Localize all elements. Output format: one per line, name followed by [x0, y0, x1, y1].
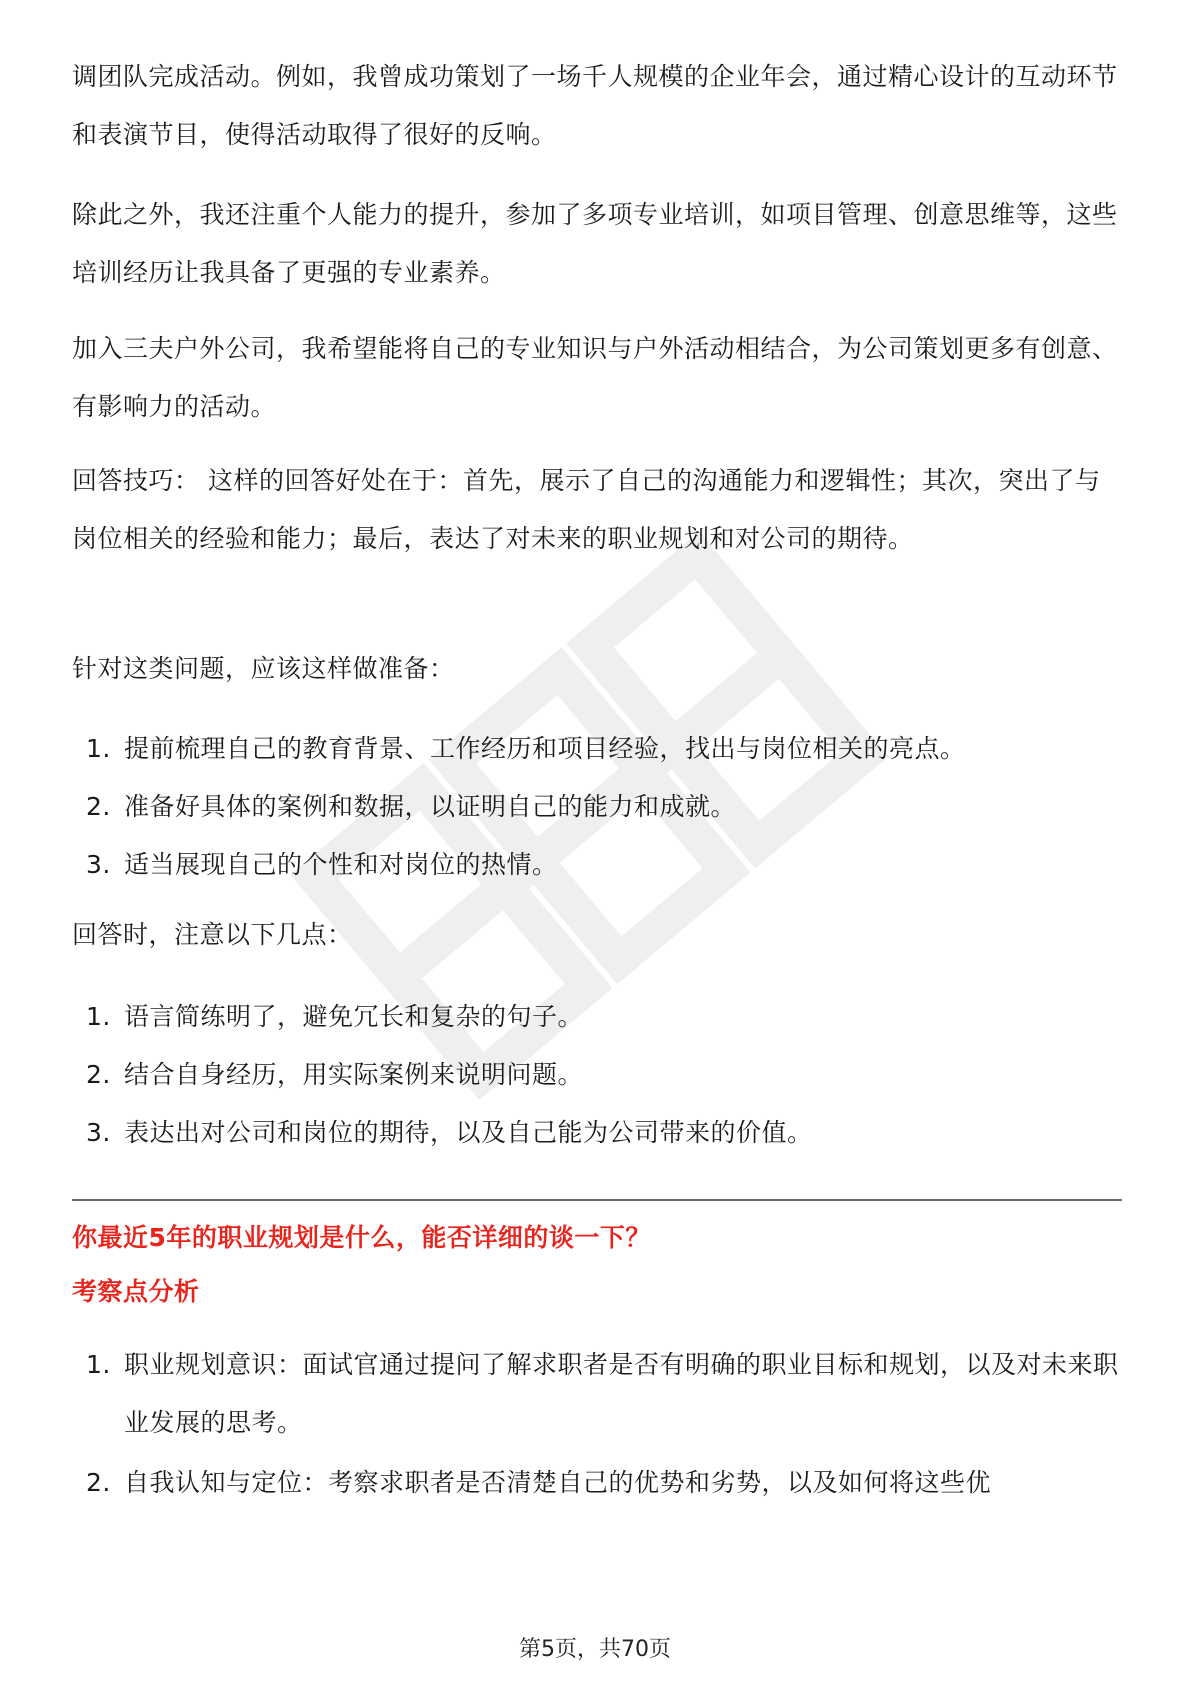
list-item: 1. 语言简练明了，避免冗长和复杂的句子。 [86, 1002, 584, 1031]
paragraph-1-block [72, 48, 1122, 164]
analysis-list [72, 1336, 1122, 1512]
paragraph-join-company: 加入三夫户外公司，我希望能将自己的专业知识与户外活动相结合，为公司策划更多有创意、有影响力的活动。 [72, 334, 1118, 421]
answer-intro: 回答时，注意以下几点： [72, 920, 353, 949]
section-divider [72, 1199, 1122, 1201]
prep-list [72, 720, 1122, 894]
list-item: 3. 适当展现自己的个性和对岗位的热情。 [86, 850, 558, 879]
question-heading: 你最近5年的职业规划是什么，能否详细的谈一下？ [72, 1223, 651, 1252]
list-item: 3. 表达出对公司和岗位的期待，以及自己能为公司带来的价值。 [86, 1118, 813, 1147]
list-item: 2. 准备好具体的案例和数据，以证明自己的能力和成就。 [86, 792, 737, 821]
paragraph-3-block [72, 320, 1122, 436]
question-heading-block [72, 1218, 1122, 1258]
prep-intro: 针对这类问题，应该这样做准备： [72, 654, 455, 683]
paragraph-training: 除此之外，我还注重个人能力的提升，参加了多项专业培训，如项目管理、创意思维等，这些培训经历让我具备了更强的专业素养。 [72, 200, 1118, 287]
answer-list [72, 988, 1122, 1162]
analysis-subheading: 考察点分析 [72, 1277, 200, 1306]
analysis-list-block [72, 1336, 1122, 1512]
page-number-footer: 第5页，共70页 [519, 1637, 671, 1662]
paragraph-2-block [72, 186, 1122, 302]
paragraph-activity-example: 调团队完成活动。例如，我曾成功策划了一场千人规模的企业年会，通过精心设计的互动环节和表演节目，使得活动取得了很好的反响。 [72, 62, 1118, 149]
prep-list-block [72, 720, 1122, 894]
subheading-block [72, 1272, 1122, 1312]
list-item: 1. 提前梳理自己的教育背景、工作经历和项目经验，找出与岗位相关的亮点。 [86, 734, 966, 763]
list-item: 2. 结合自身经历，用实际案例来说明问题。 [86, 1060, 584, 1089]
prep-intro-block [72, 640, 1122, 698]
answer-list-block [72, 988, 1122, 1162]
answer-intro-block [72, 906, 1122, 964]
list-item: 1. 职业规划意识：面试官通过提问了解求职者是否有明确的职业目标和规划，以及对未来职业发展的思考。 [86, 1350, 1119, 1437]
paragraph-answer-tips: 回答技巧： 这样的回答好处在于：首先，展示了自己的沟通能力和逻辑性；其次，突出了与岗位相关的经验和能力；最后，表达了对未来的职业规划和对公司的期待。 [72, 466, 1101, 553]
paragraph-4-block [72, 452, 1122, 568]
list-item: 2. 自我认知与定位：考察求职者是否清楚自己的优势和劣势，以及如何将这些优 [86, 1468, 992, 1497]
